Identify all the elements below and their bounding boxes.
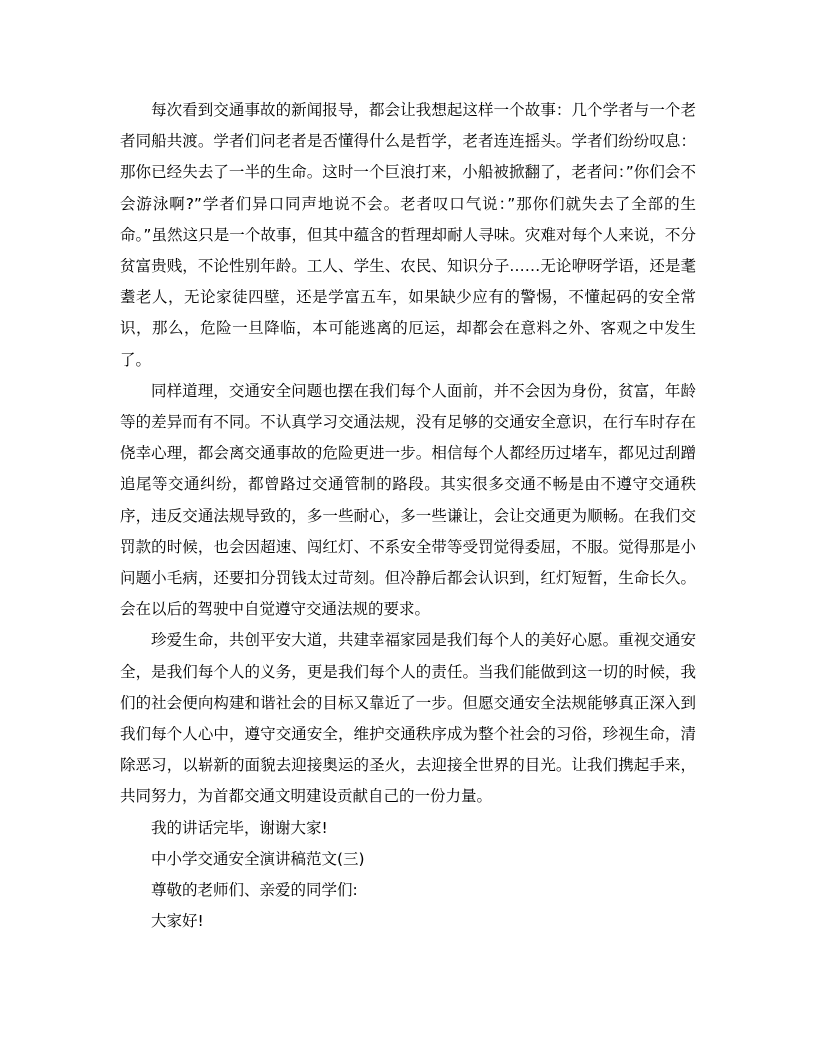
document-body <box>120 95 696 937</box>
paragraph-cherish-life: 珍爱生命，共创平安大道，共建幸福家园是我们每个人的美好心愿。重视交通安全，是我们每个人的义务，更是我们每个人的责任。当我们能做到这一切的时候，我们的社会便向构建和谐社会的目标又靠近了一步。但愿交通安全法规能够真正深入到我们每个人心中，遵守交通安全，维护交通秩序成为整个社会的习俗，珍视生命，清除恶习，以崭新的面貌去迎接奥运的圣火，去迎接全世界的目光。让我们携起手来，共同努力，为首都交通文明建设贡献自己的一份力量。 <box>120 631 696 806</box>
salutation-line: 尊敬的老师们、亲爱的同学们: <box>151 881 358 900</box>
greeting-line: 大家好! <box>151 912 204 931</box>
closing-line: 我的讲话完毕，谢谢大家! <box>151 818 328 837</box>
paragraph-story: 每次看到交通事故的新闻报导，都会让我想起这样一个故事：几个学者与一个老者同船共渡。学者们问老者是否懂得什么是哲学，老者连连摇头。学者们纷纷叹息：那你已经失去了一半的生命。这时一个巨浪打来，小船被掀翻了，老者问：”你们会不会游泳啊?”学者们异口同声地说不会。老者叹口气说：”那你们就失去了全部的生命。”虽然这只是一个故事，但其中蕴含的哲理却耐人寻味。灾难对每个人来说，不分贫富贵贱，不论性别年龄。工人、学生、农民、知识分子……无论咿呀学语，还是耄耋老人，无论家徒四壁，还是学富五车，如果缺少应有的警惕，不懂起码的安全常识，那么，危险一旦降临，本可能逃离的厄运，却都会在意料之外、客观之中发生了。 <box>120 101 696 369</box>
paragraph-traffic-safety: 同样道理，交通安全问题也摆在我们每个人面前，并不会因为身份，贫富，年龄等的差异而有不同。不认真学习交通法规，没有足够的交通安全意识，在行车时存在侥幸心理，都会离交通事故的危险更进一步。相信每个人都经历过堵车，都见过刮蹭追尾等交通纠纷，都曾路过交通管制的路段。其实很多交通不畅是由不遵守交通秩序，违反交通法规导致的，多一些耐心，多一些谦让，会让交通更为顺畅。在我们交罚款的时候，也会因超速、闯红灯、不系安全带等受罚觉得委屈，不服。觉得那是小问题小毛病，还要扣分罚钱太过苛刻。但冷静后都会认识到，红灯短暂，生命长久。会在以后的驾驶中自觉遵守交通法规的要求。 <box>120 381 696 619</box>
section-title: 中小学交通安全演讲稿范文(三) <box>151 849 365 868</box>
